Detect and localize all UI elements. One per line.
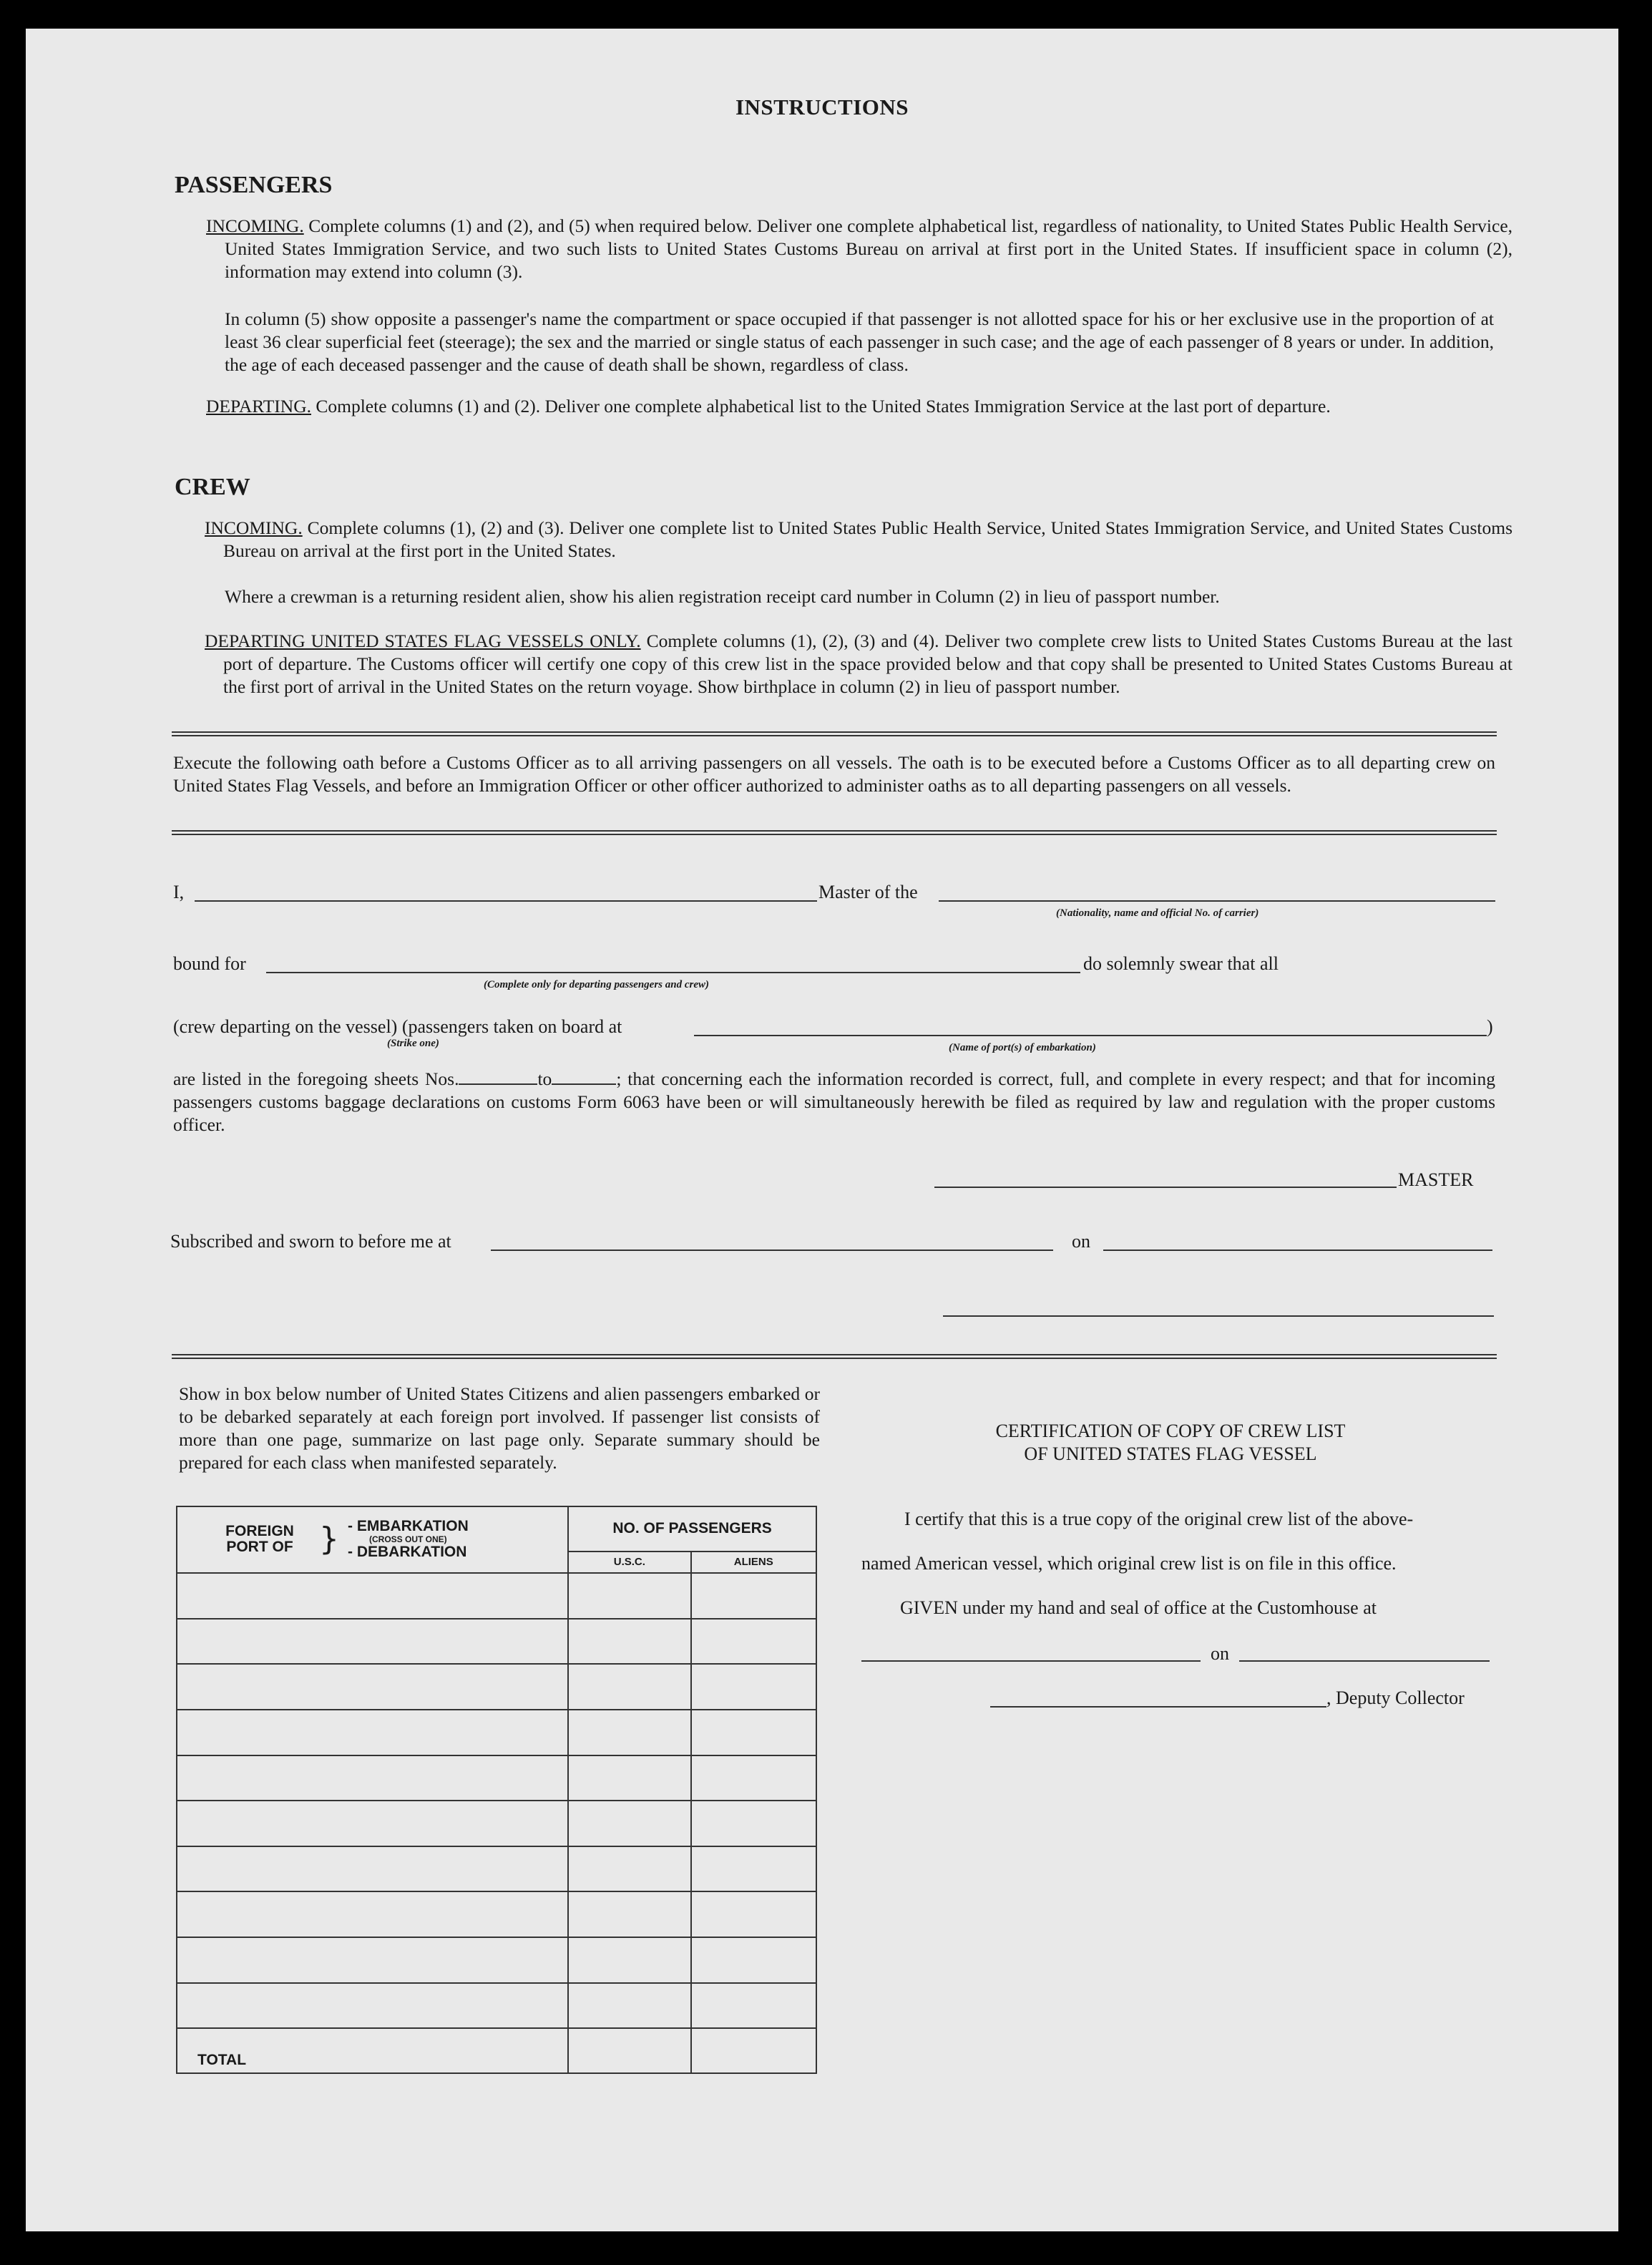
customhouse-place-field[interactable]	[861, 1660, 1201, 1662]
usc-cell[interactable]	[568, 1937, 690, 1983]
usc-cell[interactable]	[568, 1573, 690, 1619]
port-cell[interactable]	[177, 1710, 568, 1755]
no-of-passengers-header: NO. OF PASSENGERS	[568, 1506, 816, 1552]
aliens-cell[interactable]	[691, 1983, 816, 2029]
page-title: INSTRUCTIONS	[735, 94, 909, 120]
port-cell[interactable]	[177, 1801, 568, 1846]
total-aliens-cell[interactable]	[691, 2028, 816, 2073]
summary-row	[177, 1710, 816, 1755]
double-rule-3	[172, 1354, 1497, 1359]
usc-cell[interactable]	[568, 1664, 690, 1710]
summary-row	[177, 1664, 816, 1710]
aliens-cell[interactable]	[691, 1710, 816, 1755]
subscribed-date-field[interactable]	[1103, 1250, 1492, 1251]
usc-cell[interactable]	[568, 1619, 690, 1665]
subscribed-label: Subscribed and sworn to before me at	[170, 1231, 451, 1252]
passengers-departing-text: Complete columns (1) and (2). Deliver one complete alphabetical list to the United States Immigration Service at the last port of departure.	[316, 396, 1331, 417]
passengers-heading: PASSENGERS	[175, 172, 333, 198]
crew-departing-label: (crew departing on the vessel) (passengers taken on board at	[173, 1016, 622, 1037]
summary-row	[177, 1937, 816, 1983]
certification-title-2: OF UNITED STATES FLAG VESSEL	[1024, 1443, 1317, 1464]
listed-sheets-paragraph	[173, 1068, 1495, 1136]
master-of-the-label: Master of the	[818, 882, 918, 902]
nationality-caption: (Nationality, name and official No. of carrier)	[1056, 907, 1259, 919]
port-cell[interactable]	[177, 1891, 568, 1937]
usc-cell[interactable]	[568, 1710, 690, 1755]
subscribed-place-field[interactable]	[491, 1250, 1053, 1251]
strike-one-caption: (Strike one)	[387, 1038, 439, 1049]
port-header-cell	[177, 1506, 568, 1573]
aliens-cell[interactable]	[691, 1801, 816, 1846]
passengers-incoming-paragraph	[206, 215, 1512, 283]
port-cell[interactable]	[177, 1983, 568, 2029]
passengers-departing-label: DEPARTING.	[206, 396, 311, 417]
crew-heading: CREW	[175, 474, 250, 500]
passengers-departing-paragraph	[206, 395, 1512, 418]
brace-glyph: }	[319, 1521, 339, 1558]
aliens-cell[interactable]	[691, 1891, 816, 1937]
complete-only-caption: (Complete only for departing passengers and crew)	[484, 979, 709, 990]
crew-departing-text: Complete columns (1), (2), (3) and (4). Deliver two complete crew lists to United States Customs Bureau at the last port of departure. The Customs officer will certify one copy of this crew list in the space provided below and that copy shall be presented to United States Customs Bureau at the first port of arrival in the United States on the return voyage. Show birthplace in column (2) in lieu of passport number.	[223, 630, 1512, 697]
aliens-cell[interactable]	[691, 1664, 816, 1710]
oath-intro-paragraph: Execute the following oath before a Customs Officer as to all arriving passengers on all vessels. The oath is to be executed before a Customs Officer as to all departing crew on United States Flag Vessels, and before an Immigration Officer or other officer authorized to administer oaths as to all departing passengers on all vessels.	[173, 752, 1495, 796]
passengers-column5-paragraph: In column (5) show opposite a passenger's name the compartment or space occupied if that passenger is not allotted space for his or her exclusive use in the proportion of at least 36 clear superficial feet (steerage); the sex and the married or single status of each passenger in such case; and the age of each passenger of 8 years or under. In addition, the age of each deceased passenger and the cause of death shall be shown, regardless of class.	[225, 308, 1494, 375]
embarkation-port-field[interactable]	[694, 1035, 1487, 1036]
usc-cell[interactable]	[568, 1891, 690, 1937]
summary-row	[177, 1891, 816, 1937]
port-cell[interactable]	[177, 1755, 568, 1801]
crew-incoming-paragraph	[205, 517, 1512, 562]
do-solemnly-label: do solemnly swear that all	[1083, 953, 1279, 974]
crew-incoming-label: INCOMING.	[205, 517, 303, 538]
debarkation-label: - DEBARKATION	[348, 1544, 467, 1561]
certify-line-1: I certify that this is a true copy of the original crew list of the above-	[904, 1509, 1414, 1529]
aliens-cell[interactable]	[691, 1573, 816, 1619]
summary-row	[177, 1983, 816, 2029]
officer-signature-field[interactable]	[943, 1315, 1494, 1317]
aliens-cell[interactable]	[691, 1755, 816, 1801]
subscribed-on-label: on	[1072, 1231, 1090, 1252]
summary-row	[177, 1619, 816, 1665]
aliens-header: ALIENS	[691, 1552, 816, 1573]
port-cell[interactable]	[177, 1937, 568, 1983]
document-page	[26, 29, 1618, 2231]
crew-incoming-text: Complete columns (1), (2) and (3). Deliver one complete list to United States Public Health Service, United States Immigration Service, and United States Customs Bureau on arrival at the first port in the United States.	[223, 517, 1513, 561]
oath-i-label: I,	[173, 882, 185, 902]
total-usc-cell[interactable]	[568, 2028, 690, 2073]
summary-instructions: Show in box below number of United States Citizens and alien passengers embarked or to be debarked separately at each foreign port involved. If passenger list consists of more than one page, summarize on last page only. Separate summary should be prepared for each class when manifested separately.	[179, 1383, 820, 1473]
aliens-cell[interactable]	[691, 1937, 816, 1983]
usc-cell[interactable]	[568, 1801, 690, 1846]
listed-sheets-label: are listed in the foregoing sheets Nos.	[173, 1068, 459, 1089]
listed-to-label: to	[537, 1068, 552, 1089]
port-cell[interactable]	[177, 1846, 568, 1892]
cross-out-one-label: (CROSS OUT ONE)	[369, 1534, 447, 1545]
double-rule-1	[172, 731, 1497, 736]
passengers-incoming-label: INCOMING.	[206, 215, 304, 236]
master-label: MASTER	[1398, 1169, 1474, 1190]
summary-row	[177, 1573, 816, 1619]
port-cell[interactable]	[177, 1619, 568, 1665]
summary-row	[177, 1755, 816, 1801]
master-signature-field[interactable]	[934, 1187, 1397, 1188]
master-name-field[interactable]	[195, 900, 817, 902]
deputy-collector-label: , Deputy Collector	[1326, 1687, 1465, 1708]
embarkation-label: - EMBARKATION	[348, 1518, 469, 1535]
port-caption: (Name of port(s) of embarkation)	[949, 1042, 1096, 1053]
usc-header: U.S.C.	[568, 1552, 690, 1573]
certification-title-1: CERTIFICATION OF COPY OF CREW LIST	[995, 1421, 1346, 1441]
certification-on-label: on	[1211, 1643, 1229, 1664]
summary-row	[177, 1801, 816, 1846]
certification-title	[849, 1420, 1492, 1466]
crew-departing-paragraph	[205, 630, 1512, 698]
close-paren: )	[1487, 1016, 1493, 1037]
port-cell[interactable]	[177, 1664, 568, 1710]
bound-for-field[interactable]	[266, 972, 1080, 973]
bound-for-label: bound for	[173, 953, 246, 974]
usc-cell[interactable]	[568, 1983, 690, 2029]
foreign-port-of-label: FOREIGN PORT OF	[225, 1523, 294, 1556]
listed-rest-text: ; that concerning each the information recorded is correct, full, and complete in every respect; and that for incoming passengers customs baggage declarations on customs Form 6063 have been or will simultaneously herewith be filed as required by law and regulation with the proper customs officer.	[173, 1068, 1495, 1135]
double-rule-2	[172, 830, 1497, 835]
total-label: TOTAL	[177, 2028, 568, 2073]
aliens-cell[interactable]	[691, 1846, 816, 1892]
certify-line-2: named American vessel, which original crew list is on file in this office.	[861, 1553, 1397, 1574]
certify-line-3: GIVEN under my hand and seal of office at the Customhouse at	[900, 1597, 1377, 1618]
port-cell[interactable]	[177, 1573, 568, 1619]
deputy-collector-signature-field[interactable]	[990, 1706, 1326, 1708]
passenger-summary-table	[176, 1506, 817, 2074]
crew-resident-paragraph: Where a crewman is a returning resident alien, show his alien registration receipt card number in Column (2) in lieu of passport number.	[225, 586, 1220, 607]
passengers-incoming-text: Complete columns (1) and (2), and (5) when required below. Deliver one complete alphabetical list, regardless of nationality, to United States Public Health Service, United States Immigration Service, and two such lists to United States Customs Bureau on arrival at first port in the United States. If insufficient space in column (2), information may extend into column (3).	[225, 215, 1513, 282]
sheets-from-field[interactable]	[459, 1068, 537, 1085]
crew-departing-label: DEPARTING UNITED STATES FLAG VESSELS ONLY.	[205, 630, 641, 651]
aliens-cell[interactable]	[691, 1619, 816, 1665]
usc-cell[interactable]	[568, 1846, 690, 1892]
carrier-field[interactable]	[939, 900, 1495, 902]
sheets-to-field[interactable]	[552, 1068, 616, 1085]
usc-cell[interactable]	[568, 1755, 690, 1801]
certification-date-field[interactable]	[1239, 1660, 1490, 1662]
summary-row	[177, 1846, 816, 1892]
